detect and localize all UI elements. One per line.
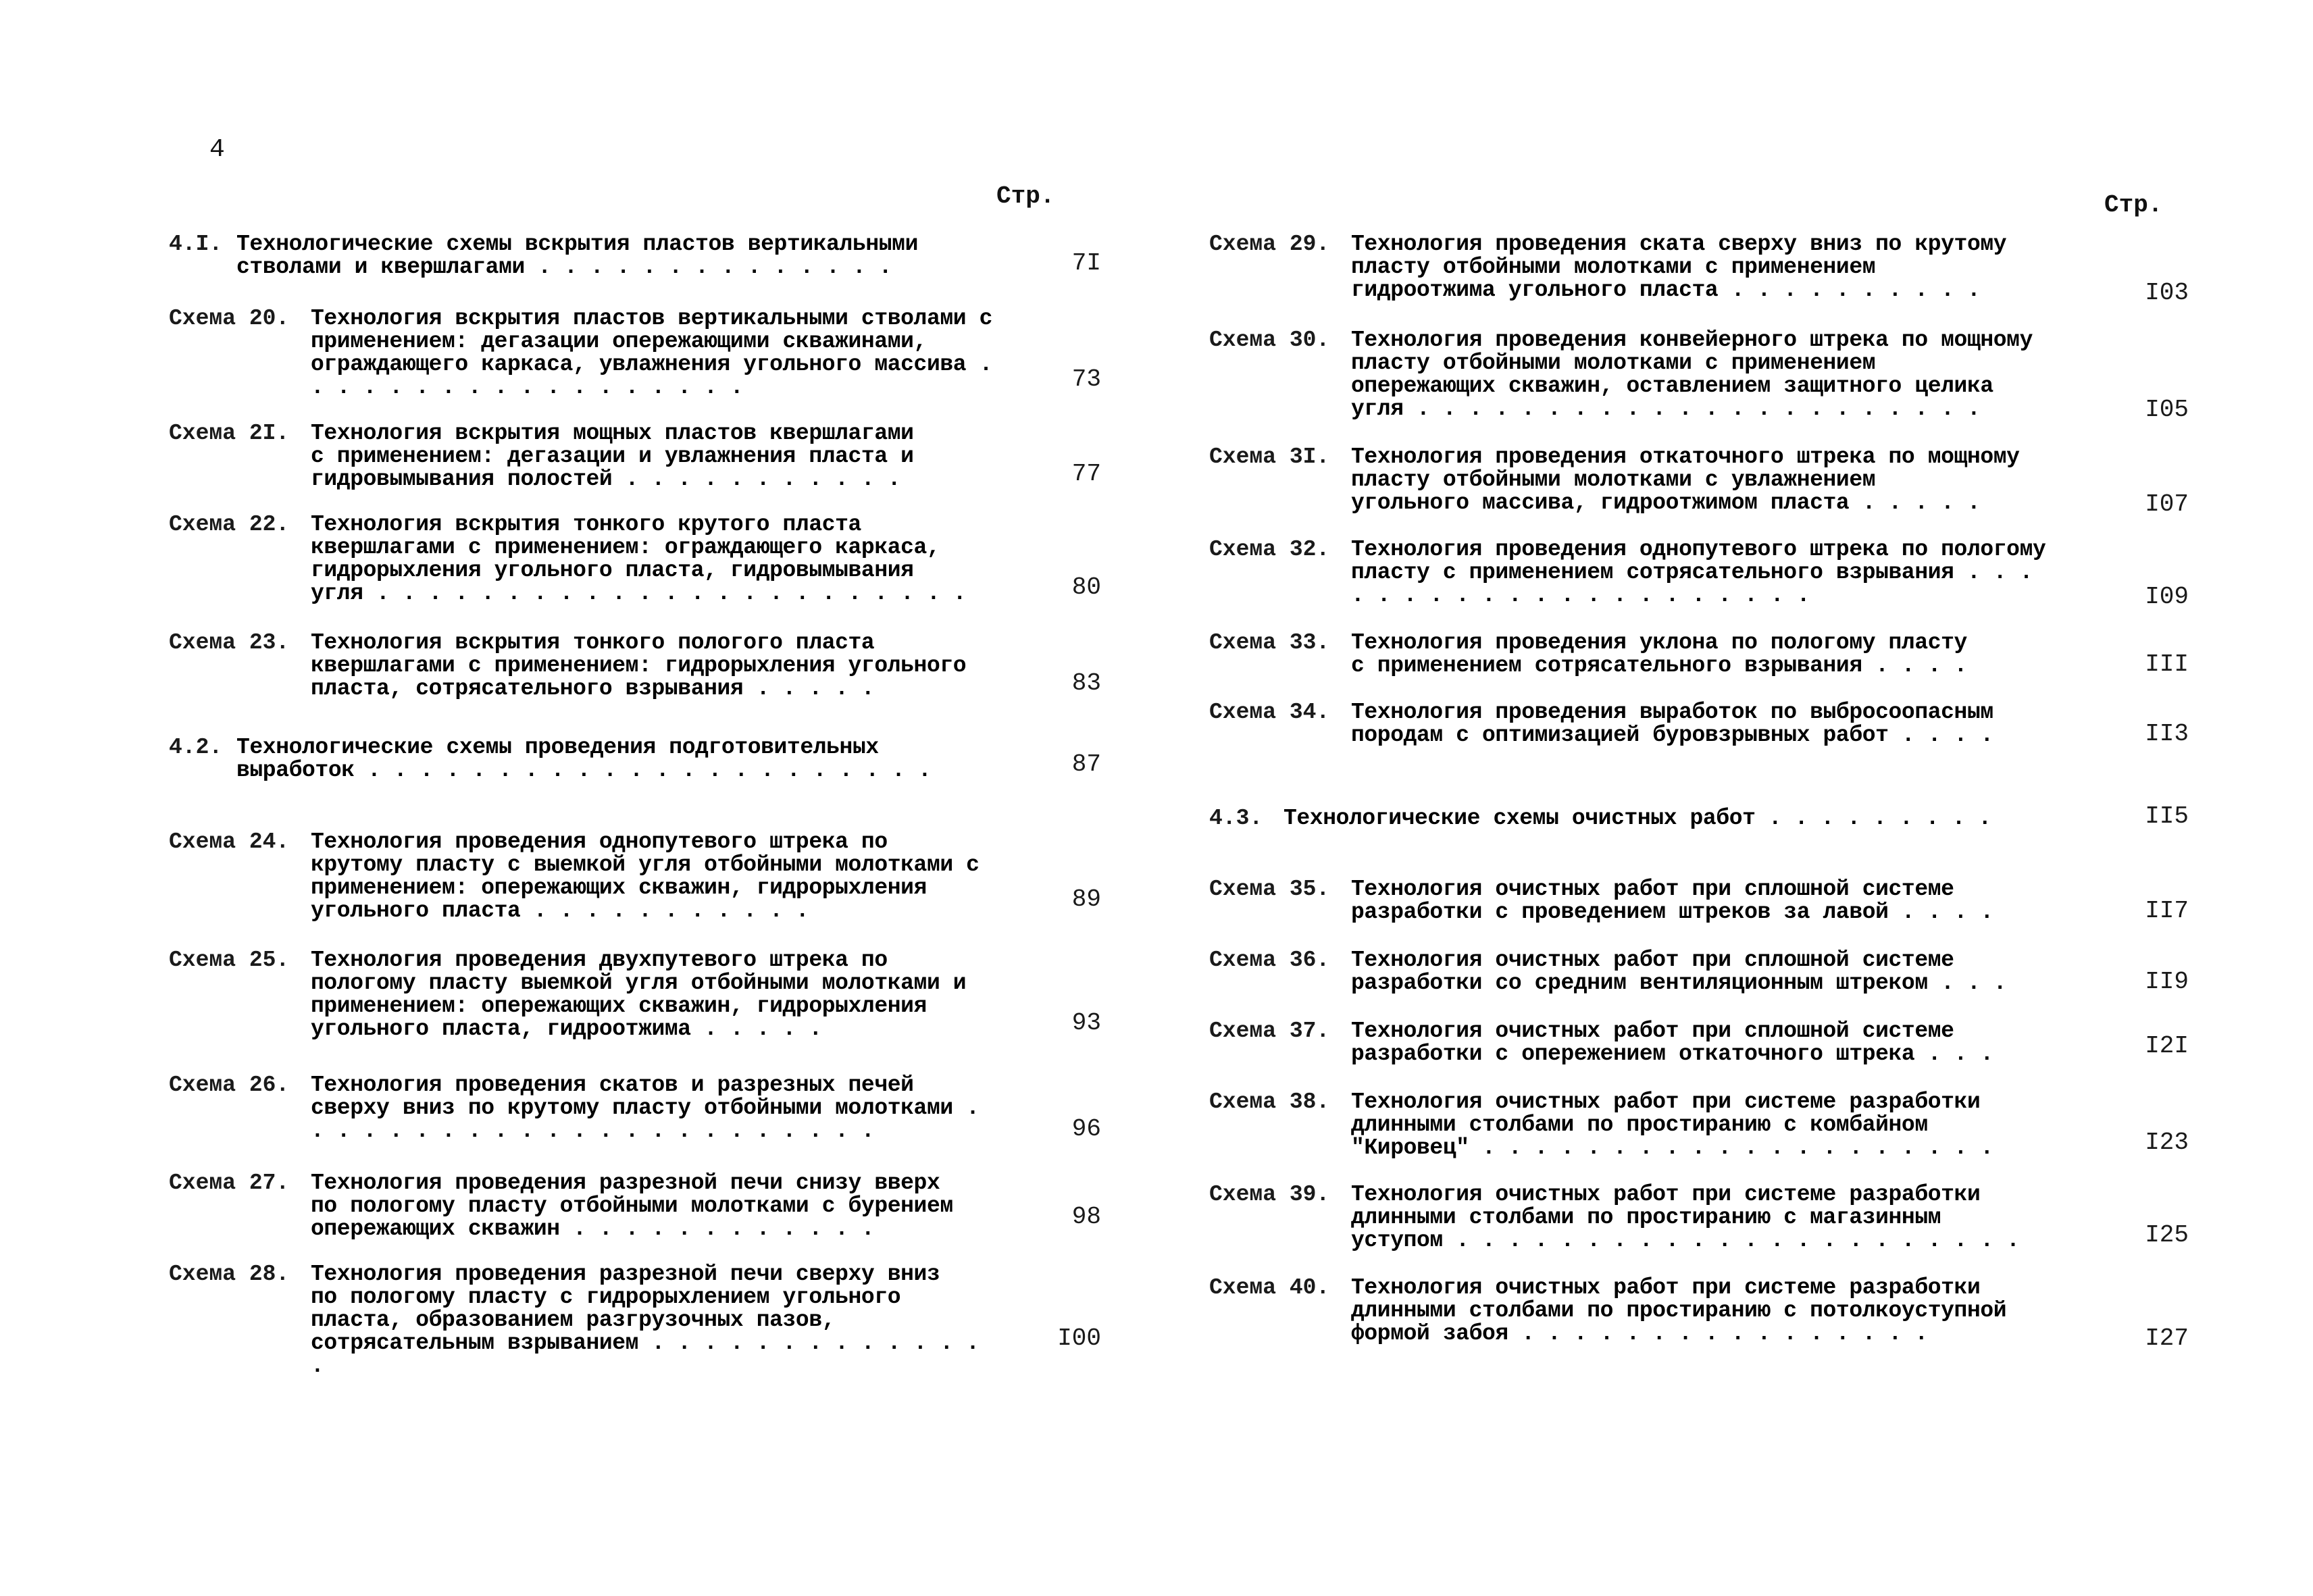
toc-entry-section-4-2 xyxy=(169,735,1101,783)
toc-entry-page: 89 xyxy=(1071,885,1101,913)
toc-entry-title: Технология очистных работ при сплошной системе разработки со средним вентиляционным штреком . . . xyxy=(1351,948,2007,996)
toc-entry-title: Технология проведения разрезной печи сверху вниз по пологому пласту с гидрорыхлением угольного пласта, образованием разгрузочных пазов, сотрясательным взрыванием . . . . . . . . . . . . . . xyxy=(311,1262,980,1379)
toc-entry-page: I23 xyxy=(2145,1129,2189,1156)
toc-entry-page: I2I xyxy=(2145,1032,2189,1060)
toc-entry-title: Технология проведения выработок по выбросоопасным породам с оптимизацией буровзрывных работ . . . . xyxy=(1351,700,1993,748)
toc-entry-page: I05 xyxy=(2145,396,2189,423)
toc-entry-title: Технология проведения уклона по пологому пласту с применением сотрясательного взрывания . . . . xyxy=(1351,630,1967,678)
toc-entry-page: II7 xyxy=(2145,897,2189,925)
toc-entry-label: Схема 24. xyxy=(169,829,290,854)
toc-entry-page: 77 xyxy=(1071,460,1101,488)
toc-entry-title: Технология проведения разрезной печи снизу вверх по пологому пласту отбойными молотками с бурением опережающих скважин . . . . . . . . . . . . xyxy=(311,1170,953,1241)
toc-entry-scheme-21 xyxy=(169,421,1101,492)
toc-entry-page: I00 xyxy=(1057,1324,1101,1352)
toc-entry-title: Технологические схемы очистных работ . . . . . . . . . xyxy=(1283,806,1991,831)
toc-entry-label: Схема 30. xyxy=(1209,328,1330,353)
toc-entry-label: Схема 35. xyxy=(1209,877,1330,902)
toc-entry-title: Технологические схемы проведения подготовительных выработок . . . . . . . . . . . . . . . . . . . . . . xyxy=(236,735,932,783)
toc-entry-section-4-3 xyxy=(1209,802,2189,831)
toc-entry-scheme-25 xyxy=(169,948,1101,1041)
toc-entry-title: Технология вскрытия тонкого крутого пласта квершлагами с применением: ограждающего каркаса, гидрорыхления угольного пласта, гидровымывания угля . . . . . . . . . . . . . . . . . . . . . . . xyxy=(311,512,967,606)
toc-entry-scheme-28 xyxy=(169,1262,1101,1379)
toc-entry-title: Технология вскрытия мощных пластов квершлагами с применением: дегазации и увлажнения пласта и гидровымывания полостей . . . . . . . . . . . xyxy=(311,421,914,492)
toc-entry-title: Технология очистных работ при сплошной системе разработки с опережением откаточного штрека . . . xyxy=(1351,1019,1993,1066)
toc-entry-page: 96 xyxy=(1071,1115,1101,1143)
toc-entry-title: Технология проведения скатов и разрезных печей сверху вниз по крутому пласту отбойными молотками . . . . . . . . . . . . . . . . . . . . . . . xyxy=(311,1073,980,1143)
toc-entry-scheme-38 xyxy=(1209,1089,2189,1160)
toc-entry-title: Технология очистных работ при системе разработки длинными столбами по простиранию с магазинным уступом . . . . . . . . . . . . . . . . . . . . . . xyxy=(1351,1182,2020,1253)
toc-entry-page: III xyxy=(2145,650,2189,678)
toc-entry-title: Технология вскрытия пластов вертикальными стволами с применением: дегазации опережающими скважинами, ограждающего каркаса, увлажнения угольного массива . . . . . . . . . . . . . . . . . . xyxy=(311,306,992,400)
toc-entry-label: Схема 34. xyxy=(1209,700,1330,725)
toc-entry-page: I25 xyxy=(2145,1221,2189,1249)
toc-entry-label: Схема 39. xyxy=(1209,1182,1330,1207)
toc-entry-title: Технология вскрытия тонкого пологого пласта квершлагами с применением: гидрорыхления угольного пласта, сотрясательного взрывания . . . . . xyxy=(311,630,967,701)
left-column-page-header: Стр. xyxy=(996,182,1055,210)
toc-entry-scheme-22 xyxy=(169,512,1101,606)
toc-entry-scheme-32 xyxy=(1209,537,2189,611)
toc-entry-title: Технология очистных работ при сплошной системе разработки с проведением штреков за лавой . . . . xyxy=(1351,877,1993,925)
toc-entry-scheme-36 xyxy=(1209,948,2189,996)
toc-entry-page: II9 xyxy=(2145,968,2189,996)
toc-entry-page: I09 xyxy=(2145,583,2189,611)
toc-entry-title: Технология проведения однопутевого штрека по крутому пласту с выемкой угля отбойными молотками с применением: опережающих скважин, гидрорыхления угольного пласта . . . . . . . . . . . xyxy=(311,829,980,923)
toc-entry-label: Схема 25. xyxy=(169,948,290,973)
toc-entry-label: Схема 28. xyxy=(169,1262,290,1287)
toc-entry-scheme-37 xyxy=(1209,1019,2189,1066)
toc-entry-scheme-40 xyxy=(1209,1275,2189,1352)
toc-entry-label: Схема 23. xyxy=(169,630,290,655)
toc-entry-label: Схема 37. xyxy=(1209,1019,1330,1044)
toc-entry-label: Схема 26. xyxy=(169,1073,290,1098)
toc-entry-scheme-35 xyxy=(1209,877,2189,925)
toc-entry-scheme-26 xyxy=(169,1073,1101,1143)
toc-entry-label: Схема 36. xyxy=(1209,948,1330,973)
toc-entry-section-4-1 xyxy=(169,232,1101,280)
toc-entry-scheme-24 xyxy=(169,829,1101,923)
toc-entry-scheme-33 xyxy=(1209,630,2189,678)
toc-entry-page: 87 xyxy=(1071,750,1101,778)
toc-entry-label: Схема 33. xyxy=(1209,630,1330,655)
toc-entry-label: Схема 2I. xyxy=(169,421,290,446)
toc-entry-label: Схема 22. xyxy=(169,512,290,537)
toc-entry-page: 98 xyxy=(1071,1203,1101,1231)
toc-entry-page: I27 xyxy=(2145,1324,2189,1352)
toc-entry-scheme-30 xyxy=(1209,328,2189,423)
toc-entry-scheme-20 xyxy=(169,306,1101,400)
page-number: 4 xyxy=(209,135,225,164)
toc-entry-label: 4.2. xyxy=(169,735,223,760)
toc-entry-scheme-31 xyxy=(1209,444,2189,518)
toc-entry-scheme-27 xyxy=(169,1170,1101,1241)
toc-entry-page: 93 xyxy=(1071,1009,1101,1037)
toc-entry-title: Технология проведения откаточного штрека по мощному пласту отбойными молотками с увлажнением угольного массива, гидроотжимом пласта . . . . . xyxy=(1351,444,2020,515)
toc-entry-page: 7I xyxy=(1071,249,1101,277)
toc-entry-label: Схема 29. xyxy=(1209,232,1330,257)
toc-entry-page: I07 xyxy=(2145,490,2189,518)
toc-entry-title: Технология очистных работ при системе разработки длинными столбами по простиранию с комбайном "Кировец" . . . . . . . . . . . . . . . . . . . . xyxy=(1351,1089,1993,1160)
toc-entry-label: Схема 38. xyxy=(1209,1089,1330,1114)
toc-entry-title: Технология проведения конвейерного штрека по мощному пласту отбойными молотками с применением опережающих скважин, оставлением защитного целика угля . . . . . . . . . . . . . . . . . . . . . . xyxy=(1351,328,2033,421)
toc-entry-scheme-39 xyxy=(1209,1182,2189,1253)
toc-entry-label: 4.I. xyxy=(169,232,223,257)
toc-entry-label: Схема 27. xyxy=(169,1170,290,1195)
toc-entry-label: Схема 32. xyxy=(1209,537,1330,562)
toc-entry-page: 83 xyxy=(1071,669,1101,697)
toc-entry-title: Технологические схемы вскрытия пластов вертикальными стволами и квершлагами . . . . . . . . . . . . . . xyxy=(236,232,918,280)
toc-entry-page: I03 xyxy=(2145,279,2189,307)
toc-entry-title: Технология проведения ската сверху вниз по крутому пласту отбойными молотками с применением гидроотжима угольного пласта . . . . . . . . . . xyxy=(1351,232,2007,303)
right-column-page-header: Стр. xyxy=(2104,191,2163,219)
toc-entry-page: 73 xyxy=(1071,365,1101,393)
toc-entry-page: II5 xyxy=(2145,802,2189,830)
toc-entry-scheme-34 xyxy=(1209,700,2189,748)
toc-entry-label: 4.3. xyxy=(1209,806,1263,831)
toc-entry-label: Схема 3I. xyxy=(1209,444,1330,469)
toc-entry-label: Схема 20. xyxy=(169,306,290,331)
toc-entry-title: Технология очистных работ при системе разработки длинными столбами по простиранию с потолкоуступной формой забоя . . . . . . . . . . . . . . . . xyxy=(1351,1275,2007,1346)
toc-entry-scheme-29 xyxy=(1209,232,2189,307)
toc-entry-label: Схема 40. xyxy=(1209,1275,1330,1300)
toc-entry-title: Технология проведения двухпутевого штрека по пологому пласту выемкой угля отбойными молотками и применением: опережающих скважин, гидрорыхления угольного пласта, гидроотжима . . . . . xyxy=(311,948,967,1041)
toc-entry-scheme-23 xyxy=(169,630,1101,701)
toc-entry-page: 80 xyxy=(1071,573,1101,601)
toc-entry-page: II3 xyxy=(2145,720,2189,748)
toc-entry-title: Технология проведения однопутевого штрека по пологому пласту с применением сотрясательного взрывания . . . . . . . . . . . . . . . . . . . . . xyxy=(1351,537,2046,608)
